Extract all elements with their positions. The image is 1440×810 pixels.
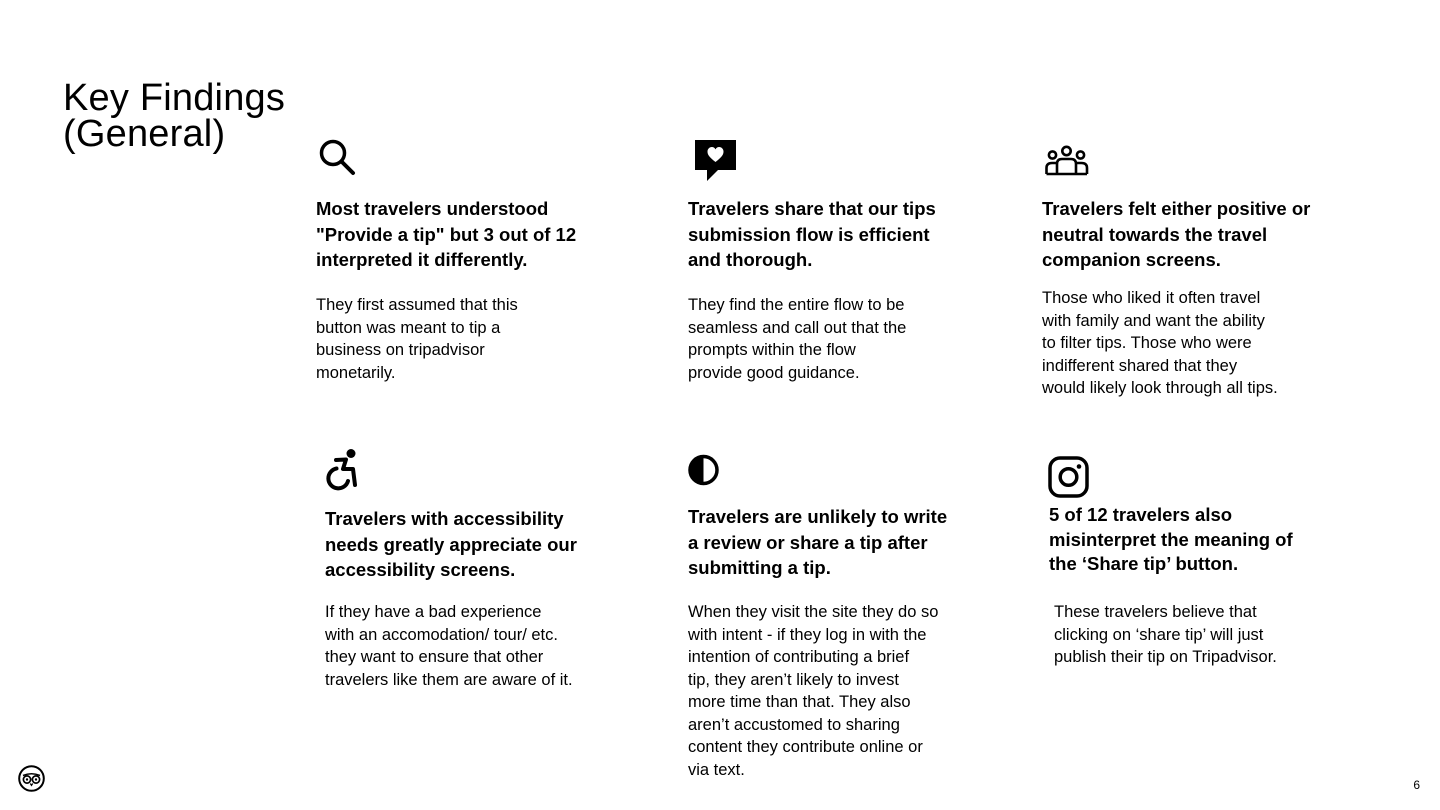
- finding-body: These travelers believe that clicking on ‘share tip’ will just publish their tip on Tripadvisor.: [1054, 603, 1277, 666]
- tripadvisor-owl-icon: [18, 765, 45, 797]
- finding-heading: Travelers share that our tips submission flow is efficient and thorough.: [688, 198, 936, 270]
- search-icon: [318, 138, 356, 176]
- finding-heading: 5 of 12 travelers also misinterpret the meaning of the ‘Share tip’ button.: [1049, 504, 1293, 574]
- finding-heading: Travelers felt either positive or neutral towards the travel companion screens.: [1042, 198, 1311, 270]
- contrast-icon: [688, 453, 720, 487]
- accessibility-icon: [325, 448, 361, 492]
- finding-body: If they have a bad experience with an accomodation/ tour/ etc. they want to ensure that other travelers like them are aware of it.: [325, 603, 573, 689]
- instagram-icon: [1048, 455, 1090, 499]
- finding-body: They find the entire flow to be seamless and call out that the prompts within the flow provide good guidance.: [688, 296, 907, 382]
- finding-body: When they visit the site they do so with intent - if they log in with the intention of contributing a brief tip, they aren’t likely to invest more time than that. They also aren’t accustomed to sharing content they contribute online or via text.: [688, 603, 939, 779]
- finding-heading: Travelers with accessibility needs greatly appreciate our accessibility screens.: [325, 508, 577, 580]
- chat-heart-icon: [694, 138, 738, 182]
- finding-body: Those who liked it often travel with family and want the ability to filter tips. Those who were indifferent shared that they would likely look through all tips.: [1042, 289, 1278, 397]
- finding-heading: Most travelers understood "Provide a tip" but 3 out of 12 interpreted it differently.: [316, 198, 577, 270]
- title-line-1: Key Findings: [63, 77, 286, 119]
- title-line-2: (General): [63, 113, 226, 155]
- page-number: 6: [1413, 778, 1420, 792]
- group-icon: [1045, 144, 1089, 176]
- finding-heading: Travelers are unlikely to write a review or share a tip after submitting a tip.: [688, 506, 948, 578]
- page-title: [63, 77, 286, 155]
- finding-body: They first assumed that this button was meant to tip a business on tripadvisor monetarily.: [316, 296, 518, 382]
